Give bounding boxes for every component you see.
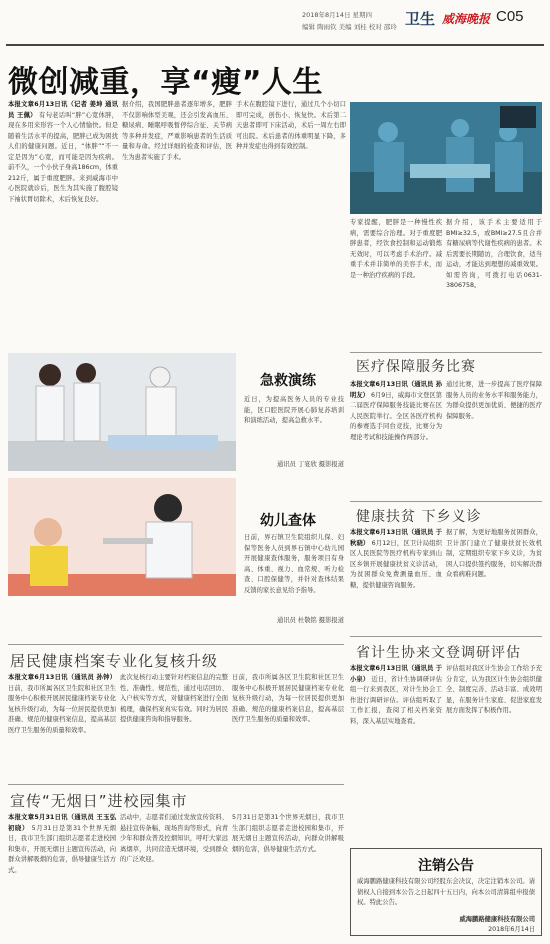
health-records-text: 日前，我市所属各区卫生院和社区卫生服务中心积极开展居民健康档案专业化复核升级行动，为每一位居民提供更加准确、规范的健康档案信息，提高基层医疗卫生服务的质量和效率。 [232, 674, 344, 723]
drill-caption [244, 395, 344, 457]
evaluation-lead: 本报文章6月13日讯（通讯员 于小泉） [350, 665, 442, 683]
evaluation-text: 评估组对我区计生协会工作给予充分肯定，认为我区计生协会组织健全、制度完善、活动丰富、成效明显，在服务计生家庭、促进家庭发展方面发挥了积极作用。 [446, 665, 542, 714]
issue-date: 2018年8月14日 星期四 [302, 11, 373, 19]
notice-text: 威海鹏路健康科技有限公司经股东会决议，决定注销本公司。请债权人自接到本公告之日起四十五日内，向本公司清算组申报债权。特此公告。 [357, 878, 535, 906]
article-column-5 [446, 218, 542, 348]
notice-title: 注销公告 [418, 858, 474, 874]
evaluation-title: 省计生协来文登调研评估 [356, 645, 521, 661]
no-smoking-title: 宣传“无烟日”进校园集市 [10, 792, 188, 810]
poverty-text: 6月12日，区卫计局组织区人民医院等医疗机构专家到山区乡镇开展健康扶贫义诊活动，为贫困群众免费测量血压、血糖，提供健康咨询服务。 [350, 539, 442, 589]
section-rule [350, 352, 542, 353]
article-text: 据介绍，我国肥胖患者逐年增多，肥胖不仅影响体型美观，还会引发高血压、糖尿病、睡眠呼吸暂停综合征、关节病等多种并发症，严重影响患者的生活质量和寿命。经过详细的检查和评估，医生为患者实施了手术。 [122, 101, 232, 161]
health-records-lead: 本报文章6月13日讯（通讯员 孙钟） [8, 674, 116, 681]
health-records-text: 此次复核行动主要针对档案信息的完整性、准确性、规范性，通过电话回访、入户核实等方式，对健康档案进行全面梳理，确保档案真实有效。同时为居民提供健康咨询和指导服务。 [120, 674, 228, 723]
page-header [0, 0, 550, 50]
health-records-column-2 [120, 673, 228, 781]
article-column-2 [122, 100, 232, 368]
header-rule [6, 44, 544, 46]
poverty-column-1 [350, 528, 442, 634]
drill-caption-title: 急救演练 [260, 373, 316, 389]
drill-caption-text: 近日，为提高医务人员的专业技能，区口腔医院开展心肺复苏培训和演练活动，提高急救水平。 [244, 396, 344, 424]
article-text: 有句老话叫“胖”心宽体胖，现在多用来形容一个人心情愉快。但是随着生活水平的提高，肥胖已成为困扰人们的健康问题。近日，“体胖”“不一定是因为”心宽，而可能是因为疾病。前不久，一个小伙子身高186cm，体重212斤，属于重度肥胖。来到威海市中心医院就诊后，医生为其实施了腹腔镜下袖状胃切除术，术后恢复良好。 [8, 111, 118, 203]
checkup-scene [8, 478, 236, 596]
poverty-title: 健康扶贫 下乡义诊 [356, 509, 482, 525]
medical-security-text: 6月9日，威海市文登区第二届医疗保障服务技能比赛在区人民医院举行。全区各医疗机构的参赛选手同台竞技，比赛分为理论考试和技能操作两部分。 [350, 391, 442, 441]
medical-security-column-1 [350, 380, 442, 498]
article-text: 手术在腹腔镜下进行，通过几个小切口即可完成，创伤小、恢复快。术后第二天患者即可下床活动，术后一周左右即可出院。术后患者的体重明显下降，多种并发症也得到有效控制。 [236, 101, 346, 150]
article-column-1 [8, 100, 118, 368]
medical-security-title: 医疗保障服务比赛 [356, 359, 476, 375]
emergency-drill-photo [8, 353, 236, 471]
health-records-column-1 [8, 673, 116, 781]
no-smoking-lead: 本报文章5月31日讯（通讯员 王玉弘 初晓） [8, 814, 116, 832]
no-smoking-column-3 [232, 813, 344, 939]
section-rule [8, 644, 344, 645]
section-name: 卫生 [405, 10, 436, 28]
article-lead: 本报文章6月13日讯（记者 姜坤 通讯员 王佩） [8, 101, 118, 119]
article-text: 据介绍，该手术主要适用于BMI≥32.5，或BMI≥27.5且合并有糖尿病等代谢性疾病的患者。术后需要长期随访，合理饮食，适当运动，才能达到理想的减重效果。如需咨询，可拨打电话0631-3806758。 [446, 219, 542, 289]
notice-date: 2018年6月14日 [488, 926, 535, 933]
article-column-3 [236, 100, 346, 368]
surgery-photo [350, 102, 542, 214]
evaluation-column-2 [446, 664, 542, 814]
newspaper-logo: 威海晚报 [442, 12, 491, 26]
issue-editor: 编辑 陶雨钦 美编 刘桂 校对 邵玲 [302, 23, 397, 31]
drill-credit: 通讯员 丁宴欣 摄影报道 [277, 461, 344, 468]
no-smoking-text: 5月31日是第31个世界无烟日，我市卫生部门组织志愿者走进校园和集市，开展无烟日主题宣传活动，向群众讲解吸烟的危害，倡导健康生活方式。 [232, 814, 344, 853]
section-rule [8, 784, 344, 785]
no-smoking-text: 5月31日是第31个世界无烟日，我市卫生部门组织志愿者走进校园和集市，开展无烟日主题宣传活动，向群众讲解吸烟的危害，倡导健康生活方式。 [8, 824, 116, 874]
medical-security-lead: 本报文章6月13日讯（通讯员 孙明友） [350, 381, 442, 399]
health-records-column-3 [232, 673, 344, 781]
no-smoking-text: 活动中，志愿者们通过发放宣传资料、悬挂宣传条幅、现场咨询等形式，向青少年和群众普及控烟知识，呼吁大家远离烟草，共同营造无烟环境，受到群众的广泛欢迎。 [120, 814, 228, 863]
main-headline: 微创减重，享“瘦”人生 [8, 65, 323, 100]
section-rule [350, 636, 542, 637]
checkup-credit: 通讯员 杜敬铭 摄影报道 [277, 617, 344, 624]
evaluation-text: 近日，省计生协调研评估组一行来到我区，对计生协会工作进行调研评估。评估组听取了工作汇报，查阅了相关档案资料，深入基层实地查看。 [350, 675, 442, 725]
issue-meta [302, 9, 422, 33]
surgery-scene [350, 102, 542, 214]
no-smoking-column-2 [120, 813, 228, 939]
health-records-text: 日前，我市所属各区卫生院和社区卫生服务中心积极开展居民健康档案专业化复核升级行动，为每一位居民提供更加准确、规范的健康档案信息，提高基层医疗卫生服务的质量和效率。 [8, 684, 116, 734]
poverty-text: 据了解，为更好地服务贫困群众，卫计部门建立了健康扶贫长效机制，定期组织专家下乡义诊，为贫困人口提供签约服务，切实解决群众看病难问题。 [446, 529, 542, 578]
notice-box [350, 848, 542, 936]
checkup-caption-text: 日前，界石镇卫生院组织儿保、妇保等医务人员到界石镇中心幼儿园开展健康查体服务，服务项目有身高、体重、视力、血常规、听力检查、口腔保健等，并针对查体结果反馈的家长意见给予指导。 [244, 534, 344, 594]
article-column-4 [350, 218, 442, 348]
evaluation-column-1 [350, 664, 442, 814]
checkup-caption-title: 幼儿查体 [260, 513, 316, 529]
notice-signer: 威海鹏路健康科技有限公司 [459, 916, 535, 923]
children-checkup-photo [8, 478, 236, 596]
medical-security-column-2 [446, 380, 542, 498]
poverty-lead: 本报文章6月13日讯（通讯员 于秋晓） [350, 529, 442, 547]
poverty-column-2 [446, 528, 542, 634]
drill-scene [8, 353, 236, 471]
page-number: C05 [496, 8, 524, 25]
article-text: 专家提醒，肥胖是一种慢性疾病，需要综合治理。对于重度肥胖患者，经饮食控制和运动锻炼无效时，可以考虑手术治疗。减重手术并非简单的美容手术，而是一种治疗疾病的手段。 [350, 219, 442, 279]
health-records-title: 居民健康档案专业化复核升级 [10, 652, 219, 670]
section-rule [350, 501, 542, 502]
medical-security-text: 通过比赛，进一步提高了医疗保障服务人员的业务水平和服务能力，为群众提供更加优质、便捷的医疗保障服务。 [446, 381, 542, 420]
checkup-caption [244, 533, 344, 613]
no-smoking-column-1 [8, 813, 116, 939]
